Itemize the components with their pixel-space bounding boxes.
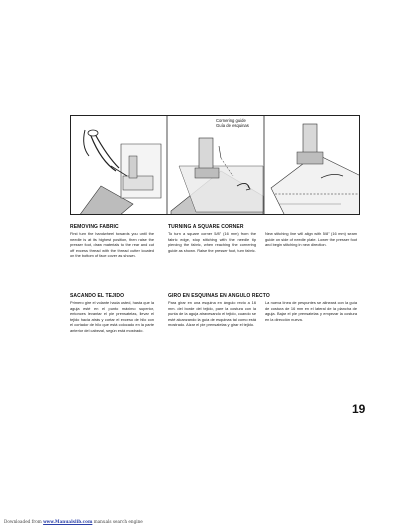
section-nueva-linea bbox=[265, 300, 357, 322]
turning-corner-illustration bbox=[171, 138, 263, 215]
section-new-stitching bbox=[265, 231, 357, 248]
text-turning-corner: To turn a square corner 5/8" (16 mm) from the fabric edge, stop stitching with the needle tip piercing the fabric, when reaching the cornering guide as shown. Raise the presser foot, turn fabric. bbox=[168, 231, 256, 253]
section-sacando bbox=[70, 293, 154, 334]
text-sacando: Primero gire el volante hacia usted, hasta que la aguja esté en el punto máximo superior, entonces levantar el pie prensatelas, llevar el tejido hacia atrás y cortar el exceso de hilo con el cortador de hilo que está colocado en la parte anterior del cabezal, según está mostrado. bbox=[70, 300, 154, 333]
footer-suffix: manuals search engine bbox=[93, 519, 143, 524]
cornering-guide-callout bbox=[216, 118, 249, 128]
download-footer bbox=[4, 519, 143, 524]
text-nueva-linea: La nueva línea de pespuntes se alineará con la guía de costura de 16 mm en el lateral de la plancha de aguja. Bajar el pie prensatelas y empezar la costura en la dirección nueva. bbox=[265, 300, 357, 322]
illustration-panel bbox=[70, 115, 360, 215]
callout-spanish: Guía de esquinas bbox=[216, 123, 249, 128]
callout-english: Cornering guide bbox=[216, 118, 246, 123]
section-removing-fabric bbox=[70, 224, 154, 259]
heading-sacando: SACANDO EL TEJIDO bbox=[70, 293, 125, 299]
heading-turning-corner: TURNING A SQUARE CORNER bbox=[168, 224, 244, 230]
manualslib-link[interactable]: www.Manualslib.com bbox=[43, 519, 93, 524]
text-giro: Para girar en una esquina en ángulo recto a 16 mm. del borde del tejido, pare la costura con la punta de la aguja atravesando el tejido, cuando se esté alcanzando la guía de esquinas tal como está mostrado. Alzar el pie prensatelas y girar el tejido. bbox=[168, 300, 256, 328]
text-removing-fabric: First turn the handwheel towards you until the needle is at its highest position, then raise the presser foot, draw materials to the rear and cut off excess thread with the thread cutter located on the bottom of face cover as shown. bbox=[70, 231, 154, 259]
heading-removing-fabric: REMOVING FABRIC bbox=[70, 224, 119, 230]
footer-prefix: Downloaded from bbox=[4, 519, 42, 524]
section-turning-corner bbox=[168, 224, 256, 253]
text-new-stitching: New stitching line will align with 5/8" (16 mm) seam guide on side of needle plate. Lower the presser foot and begin stitching in new direction. bbox=[265, 231, 357, 248]
heading-giro: GIRO EN ESQUINAS EN ANGULO RECTO bbox=[168, 293, 270, 299]
page-number: 19 bbox=[352, 402, 366, 416]
sewing-illustrations bbox=[71, 116, 360, 215]
removing-fabric-illustration bbox=[79, 130, 161, 215]
section-giro bbox=[168, 293, 270, 328]
new-stitching-illustration bbox=[271, 124, 360, 215]
